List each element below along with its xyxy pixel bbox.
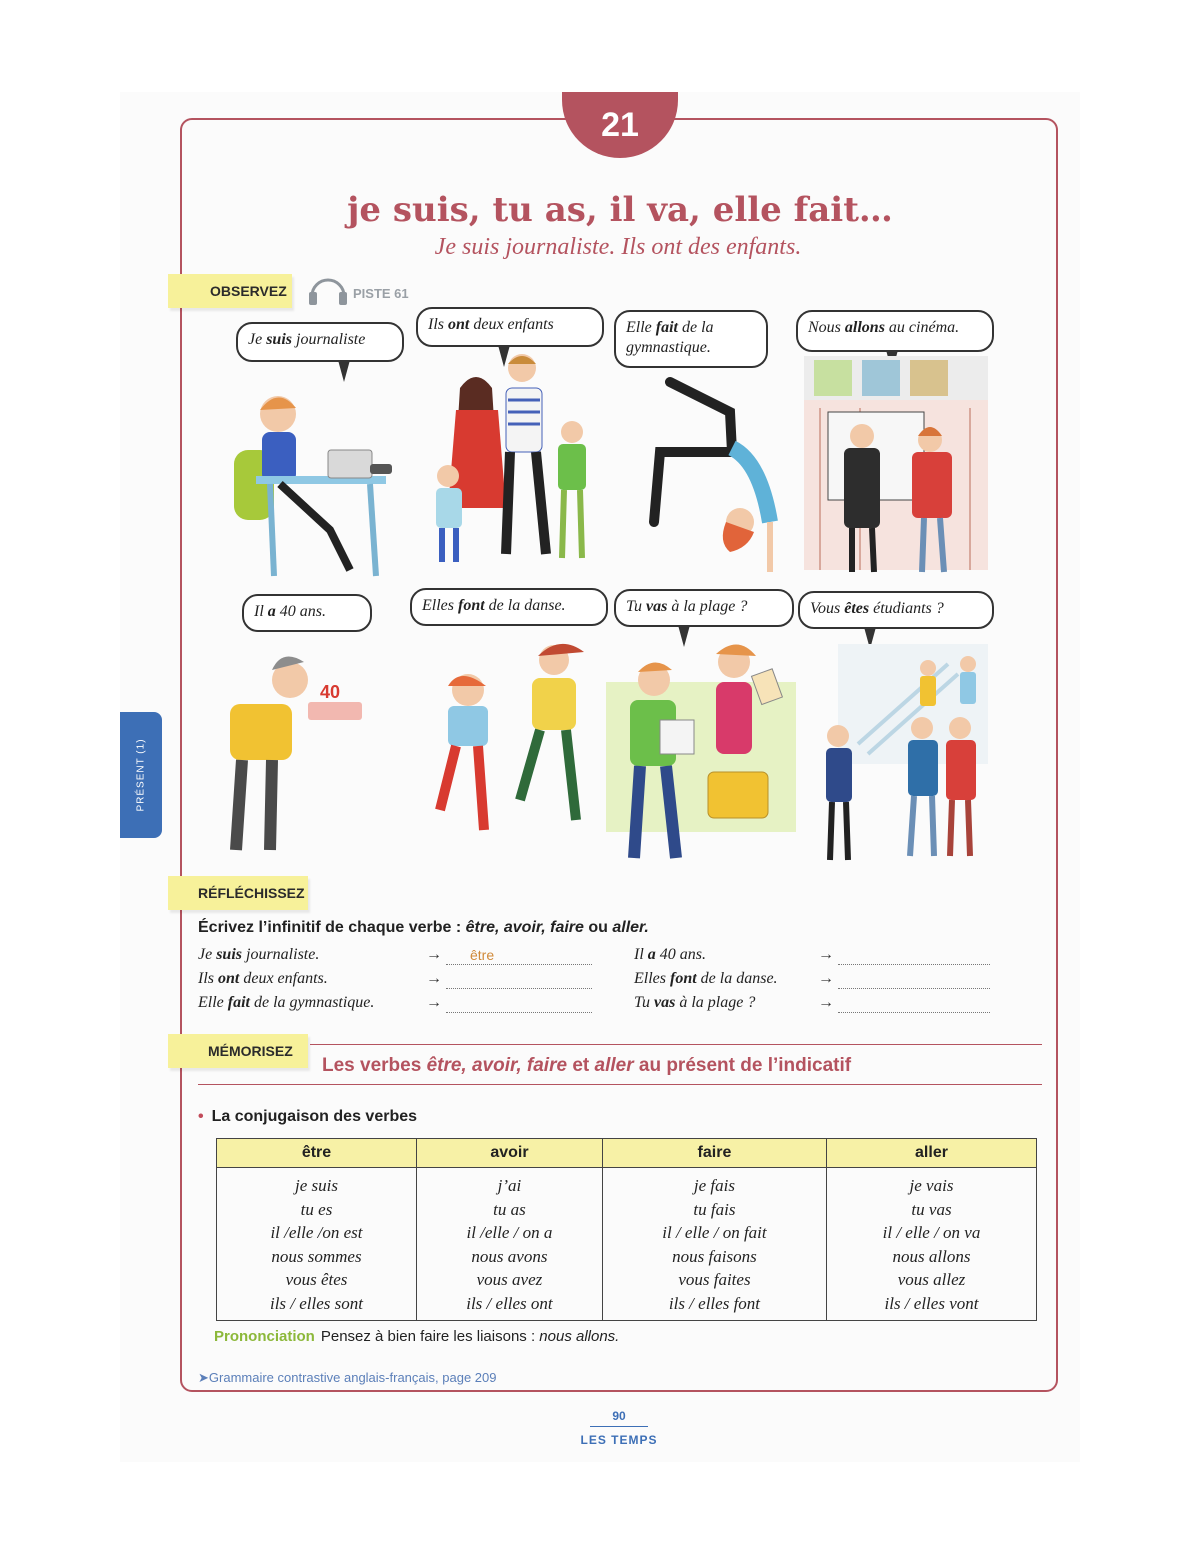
bubble-4: Nous allons au cinéma. <box>796 310 994 352</box>
bubble-6: Elles font de la danse. <box>410 588 608 626</box>
memorisez-top-rule <box>310 1044 1042 1045</box>
answer-1: être <box>470 947 495 963</box>
table-header: être <box>217 1139 417 1168</box>
exercise-sentence-6: Tu vas à la plage ? <box>634 994 756 1011</box>
pronunciation-label: Prononciation <box>214 1328 315 1345</box>
bubble-1: Je suis journaliste <box>236 322 404 362</box>
exercise-sentence-4: Il a 40 ans. <box>634 946 707 963</box>
conjugation-heading: • La conjugaison des verbes <box>198 1108 418 1125</box>
exercise-sentence-3: Elle fait de la gymnastique. <box>198 994 375 1011</box>
grammar-reference-link[interactable]: ➤Grammaire contrastive anglais-français, page 209 <box>198 1370 497 1385</box>
side-tab-label: PRÉSENT (1) <box>135 738 147 812</box>
table-column-etre: je suis tu es il /elle /on est nous sommes vous êtes ils / elles sont <box>217 1168 417 1321</box>
answer-line-2[interactable] <box>446 974 592 989</box>
page-title: je suis, tu as, il va, elle fait… <box>347 190 893 230</box>
answer-line-6[interactable] <box>838 998 990 1013</box>
headphones-icon[interactable] <box>306 274 350 306</box>
page-number: 90 <box>612 1409 626 1423</box>
exercise-instruction: Écrivez l’infinitif de chaque verbe : être, avoir, faire ou aller. <box>198 919 649 936</box>
memorisez-title: Les verbes être, avoir, faire et aller au présent de l’indicatif <box>322 1055 852 1076</box>
scene-beach <box>606 632 796 868</box>
audio-track-label: PISTE 61 <box>353 286 409 301</box>
exercise-sentence-5: Elles font de la danse. <box>634 970 778 987</box>
scene-gymnastics <box>640 372 790 582</box>
observez-tag: OBSERVEZ <box>168 274 292 308</box>
exercise-sentence-2: Ils ont deux enfants. <box>198 970 328 987</box>
exercise-arrow-3: → <box>426 994 442 1011</box>
table-column-faire: je fais tu fais il / elle / on fait nous faisons vous faites ils / elles font <box>602 1168 826 1321</box>
memorisez-bottom-rule <box>198 1084 1042 1085</box>
table-header: avoir <box>416 1139 602 1168</box>
page-subtitle: Je suis journaliste. Ils ont des enfants. <box>434 234 802 260</box>
scene-cinema <box>800 352 992 582</box>
bubble-7: Tu vas à la plage ? <box>614 589 794 627</box>
conjugation-table <box>216 1138 1037 1321</box>
table-header: aller <box>826 1139 1036 1168</box>
reflechissez-tag: RÉFLÉCHISSEZ <box>168 876 308 910</box>
cake-number: 40 <box>320 682 341 702</box>
exercise-sentence-1: Je suis journaliste. <box>198 946 320 963</box>
scene-birthday <box>220 640 380 864</box>
answer-line-3[interactable] <box>446 998 592 1013</box>
exercise-arrow-5: → <box>818 970 834 987</box>
scene-family <box>426 348 596 568</box>
answer-line-1[interactable] <box>446 950 592 965</box>
answer-line-5[interactable] <box>838 974 990 989</box>
scene-dance <box>410 630 610 860</box>
bubble-2: Ils ont deux enfants <box>416 307 604 347</box>
table-column-aller: je vais tu vas il / elle / on va nous allons vous allez ils / elles vont <box>826 1168 1036 1321</box>
pronunciation-note: Prononciation Pensez à bien faire les liaisons : nous allons. <box>214 1328 620 1345</box>
bullet-dot: • <box>198 1108 204 1125</box>
lesson-number-badge: 21 <box>562 92 678 158</box>
bubble-5: Il a 40 ans. <box>242 594 372 632</box>
footer-rule <box>590 1426 648 1427</box>
exercise-arrow-1: → <box>426 946 442 963</box>
memorisez-tag: MÉMORISEZ <box>168 1034 308 1068</box>
exercise-arrow-2: → <box>426 970 442 987</box>
bubble-8: Vous êtes étudiants ? <box>798 591 994 629</box>
table-header: faire <box>602 1139 826 1168</box>
exercise-arrow-4: → <box>818 946 834 963</box>
exercise-arrow-6: → <box>818 994 834 1011</box>
table-column-avoir: j’ai tu as il /elle / on a nous avons vous avez ils / elles ont <box>416 1168 602 1321</box>
section-name: LES TEMPS <box>580 1433 658 1447</box>
side-tab[interactable] <box>120 712 162 838</box>
scene-students <box>798 634 994 866</box>
scene-journalist <box>220 380 420 580</box>
bubble-3: Elle fait de la gymnastique. <box>614 310 768 368</box>
answer-line-4[interactable] <box>838 950 990 965</box>
